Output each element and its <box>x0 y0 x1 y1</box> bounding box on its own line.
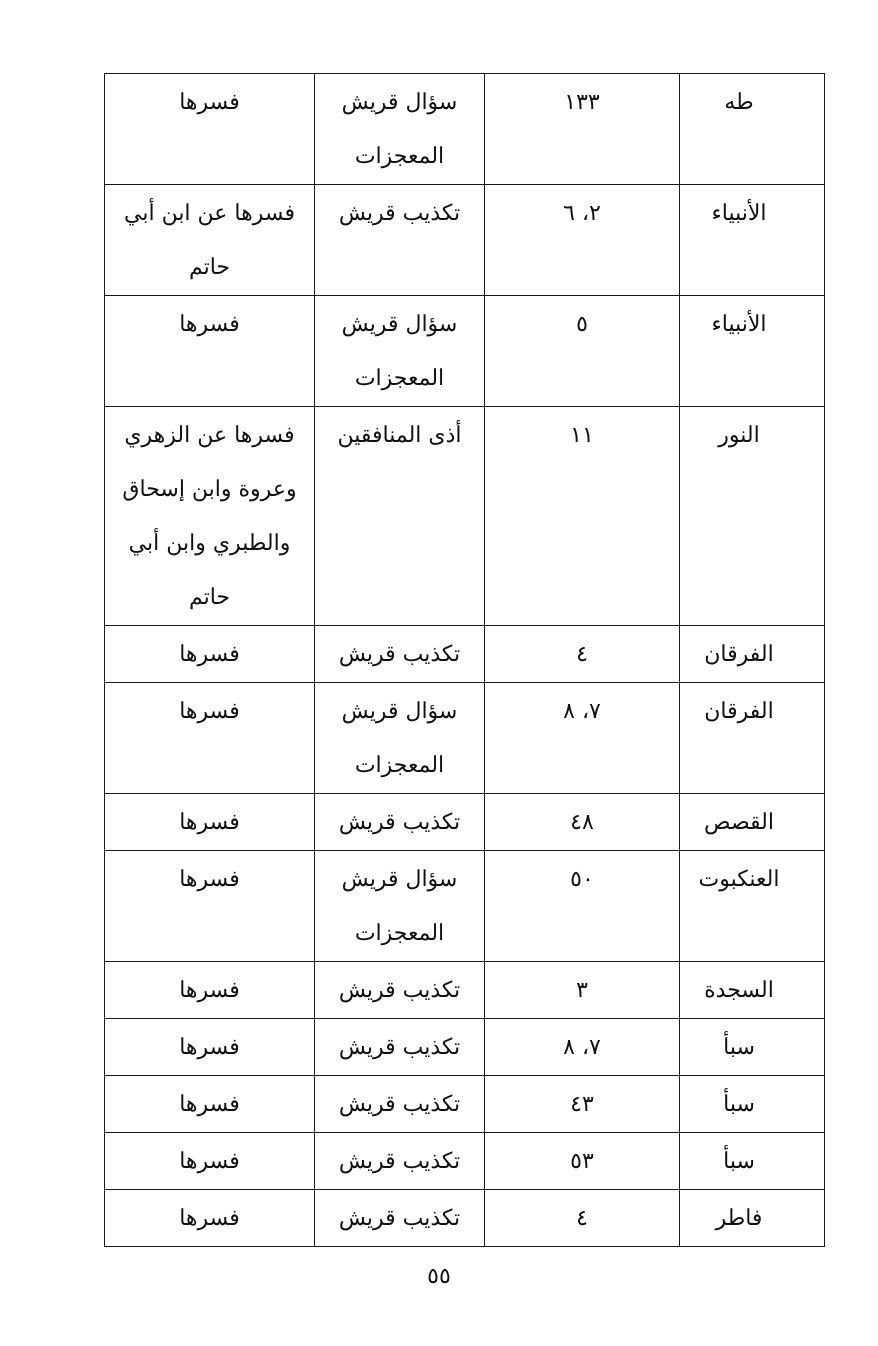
verses-cell <box>485 683 680 794</box>
surah-cell <box>680 1076 825 1133</box>
surah-cell <box>680 794 825 851</box>
commentary-cell-line: والطبري وابن أبي <box>128 531 291 556</box>
surah-cell-text: الأنبياء <box>711 201 767 226</box>
topic-cell-line: سؤال قريش <box>341 867 458 892</box>
commentary-cell <box>105 794 315 851</box>
commentary-cell-line: فسرها عن ابن أبي <box>124 201 295 226</box>
commentary-cell-line: فسرها <box>179 867 240 892</box>
surah-cell-text: سبأ <box>723 1092 755 1117</box>
topic-cell <box>315 1019 485 1076</box>
commentary-cell <box>105 1019 315 1076</box>
commentary-cell-line: فسرها <box>179 1206 240 1231</box>
verses-cell <box>485 185 680 296</box>
commentary-cell <box>105 74 315 185</box>
commentary-cell-line: حاتم <box>188 585 231 610</box>
verses-cell <box>485 74 680 185</box>
surah-cell <box>680 1133 825 1190</box>
table-row <box>105 1190 825 1247</box>
commentary-cell <box>105 296 315 407</box>
table-row <box>105 683 825 794</box>
surah-cell <box>680 185 825 296</box>
verses-cell <box>485 851 680 962</box>
topic-cell <box>315 626 485 683</box>
surah-cell-text: الفرقان <box>704 699 774 724</box>
commentary-cell <box>105 683 315 794</box>
verses-cell-text: ٥٣ <box>570 1149 594 1174</box>
surah-cell-text: الفرقان <box>704 642 774 667</box>
commentary-cell-line: حاتم <box>188 255 231 280</box>
topic-cell-line: المعجزات <box>354 366 445 391</box>
topic-cell <box>315 962 485 1019</box>
surah-cell-text: سبأ <box>723 1149 755 1174</box>
commentary-cell <box>105 851 315 962</box>
commentary-cell-line: فسرها <box>179 810 240 835</box>
surah-cell-text: السجدة <box>704 978 774 1003</box>
commentary-cell <box>105 1190 315 1247</box>
verses-cell-text: ٢، ٦ <box>563 201 601 226</box>
verses-cell-text: ٥٠ <box>570 867 594 892</box>
table-row <box>105 962 825 1019</box>
topic-cell-line: تكذيب قريش <box>338 1092 461 1117</box>
topic-cell-line: سؤال قريش <box>341 90 458 115</box>
topic-cell-line: تكذيب قريش <box>338 978 461 1003</box>
surah-cell <box>680 851 825 962</box>
table-row <box>105 626 825 683</box>
topic-cell-line: تكذيب قريش <box>338 1035 461 1060</box>
topic-cell-line: تكذيب قريش <box>338 1206 461 1231</box>
verses-cell-text: ٧، ٨ <box>563 699 601 724</box>
surah-cell <box>680 296 825 407</box>
commentary-cell <box>105 1133 315 1190</box>
references-table <box>104 73 825 1247</box>
surah-cell-text: سبأ <box>723 1035 755 1060</box>
surah-cell <box>680 626 825 683</box>
commentary-cell <box>105 626 315 683</box>
verses-cell-text: ٤٣ <box>570 1092 594 1117</box>
verses-cell <box>485 1190 680 1247</box>
surah-cell <box>680 683 825 794</box>
verses-cell-text: ٧، ٨ <box>563 1035 601 1060</box>
verses-cell-text: ٣ <box>576 978 588 1003</box>
topic-cell-line: سؤال قريش <box>341 312 458 337</box>
topic-cell-line: أذى المنافقين <box>337 423 462 448</box>
table-row <box>105 794 825 851</box>
references-table-body <box>105 74 825 1247</box>
verses-cell <box>485 1019 680 1076</box>
surah-cell-text: القصص <box>704 810 774 835</box>
topic-cell-line: تكذيب قريش <box>338 810 461 835</box>
commentary-cell <box>105 1076 315 1133</box>
table-row <box>105 296 825 407</box>
topic-cell <box>315 1133 485 1190</box>
topic-cell <box>315 185 485 296</box>
verses-cell-text: ٥ <box>576 312 588 337</box>
page-number: ٥٥ <box>427 1264 451 1289</box>
surah-cell-text: العنكبوت <box>698 867 780 892</box>
verses-cell <box>485 794 680 851</box>
verses-cell-text: ١٣٣ <box>564 90 600 115</box>
verses-cell-text: ٤٨ <box>570 810 594 835</box>
commentary-cell-line: وعروة وابن إسحاق <box>122 477 297 502</box>
commentary-cell-line: فسرها <box>179 699 240 724</box>
verses-cell <box>485 296 680 407</box>
table-row <box>105 407 825 626</box>
table-row <box>105 1019 825 1076</box>
surah-cell <box>680 1190 825 1247</box>
surah-cell-text: النور <box>718 423 760 448</box>
table-row <box>105 1133 825 1190</box>
topic-cell <box>315 74 485 185</box>
topic-cell-line: المعجزات <box>354 753 445 778</box>
commentary-cell-line: فسرها <box>179 1149 240 1174</box>
topic-cell <box>315 1076 485 1133</box>
verses-cell <box>485 626 680 683</box>
table-row <box>105 1076 825 1133</box>
commentary-cell-line: فسرها <box>179 1092 240 1117</box>
verses-cell-text: ٤ <box>576 1206 588 1231</box>
commentary-cell <box>105 185 315 296</box>
topic-cell <box>315 407 485 626</box>
table-row <box>105 74 825 185</box>
topic-cell <box>315 296 485 407</box>
commentary-cell-line: فسرها عن الزهري <box>124 423 295 448</box>
surah-cell-text: الأنبياء <box>711 312 767 337</box>
topic-cell-line: تكذيب قريش <box>338 642 461 667</box>
table-row <box>105 851 825 962</box>
verses-cell-text: ١١ <box>570 423 594 448</box>
commentary-cell-line: فسرها <box>179 642 240 667</box>
commentary-cell <box>105 962 315 1019</box>
topic-cell <box>315 1190 485 1247</box>
topic-cell-line: المعجزات <box>354 921 445 946</box>
verses-cell-text: ٤ <box>576 642 588 667</box>
topic-cell-line: سؤال قريش <box>341 699 458 724</box>
commentary-cell-line: فسرها <box>179 1035 240 1060</box>
surah-cell <box>680 1019 825 1076</box>
topic-cell-line: تكذيب قريش <box>338 1149 461 1174</box>
verses-cell <box>485 407 680 626</box>
table-row <box>105 185 825 296</box>
surah-cell-text: طه <box>724 90 754 115</box>
topic-cell <box>315 683 485 794</box>
verses-cell <box>485 1076 680 1133</box>
surah-cell <box>680 74 825 185</box>
commentary-cell-line: فسرها <box>179 90 240 115</box>
topic-cell-line: المعجزات <box>354 144 445 169</box>
commentary-cell-line: فسرها <box>179 312 240 337</box>
verses-cell <box>485 962 680 1019</box>
commentary-cell <box>105 407 315 626</box>
topic-cell-line: تكذيب قريش <box>338 201 461 226</box>
verses-cell <box>485 1133 680 1190</box>
surah-cell <box>680 407 825 626</box>
surah-cell <box>680 962 825 1019</box>
topic-cell <box>315 794 485 851</box>
commentary-cell-line: فسرها <box>179 978 240 1003</box>
surah-cell-text: فاطر <box>715 1206 763 1231</box>
topic-cell <box>315 851 485 962</box>
